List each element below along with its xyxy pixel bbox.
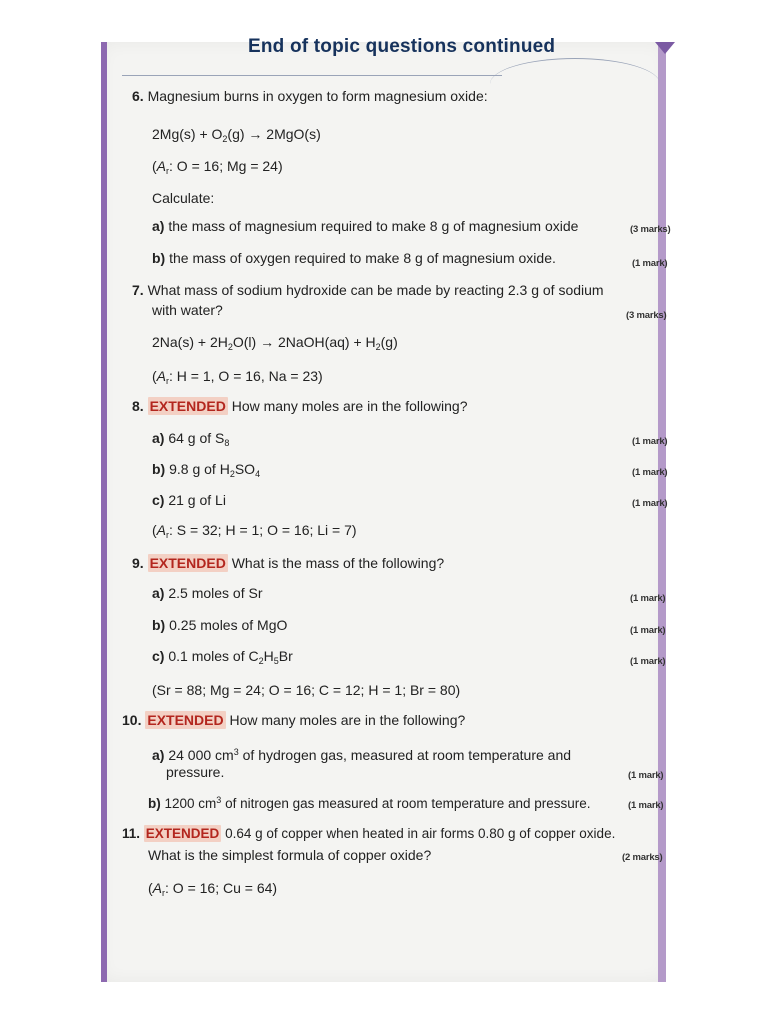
question-9: 9. EXTENDED What is the mass of the following? xyxy=(132,555,445,571)
page-edge-left xyxy=(101,42,107,982)
marks-8c: (1 mark) xyxy=(632,498,668,509)
equation-7: $2Na(s) + 2H_2O(l)$ → 2NaOH(aq) + $H_2(g)$ xyxy=(152,334,398,352)
page-edge-right xyxy=(658,42,666,982)
marks-8a: (1 mark) xyxy=(632,436,668,447)
question-10: 10. EXTENDED How many moles are in the following? xyxy=(122,712,466,728)
question-10b: b) 1200 $cm^3$ of nitrogen gas measured at room temperature and pressure. xyxy=(148,795,591,811)
marks-6b: (1 mark) xyxy=(632,258,668,269)
masses-9: (Sr = 88; Mg = 24; O = 16; C = 12; H = 1; Br = 80) xyxy=(152,682,461,698)
extended-badge: EXTENDED xyxy=(149,555,226,571)
masses-7: ($A_r$: H = 1, O = 16, Na = 23) xyxy=(152,368,323,386)
question-10a: a) 24 000 $cm^3$ of hydrogen gas, measured at room temperature and xyxy=(152,747,572,763)
question-11: 11. EXTENDED 0.64 g of copper when heated in air forms 0.80 g of copper oxide. xyxy=(122,826,616,841)
question-6: 6. Magnesium burns in oxygen to form magnesium oxide: xyxy=(132,88,488,104)
marks-9c: (1 mark) xyxy=(630,656,666,667)
marks-11: (2 marks) xyxy=(622,852,663,863)
masses-11: ($A_r$: O = 16; Cu = 64) xyxy=(148,880,278,898)
equation-6: $2Mg(s) + O_2(g) \to 2MgO(s)$ xyxy=(152,126,321,144)
marks-10a: (1 mark) xyxy=(628,770,664,781)
marks-6a: (3 marks) xyxy=(630,224,671,235)
marks-9a: (1 mark) xyxy=(630,593,666,604)
question-9a: a) 2.5 moles of Sr xyxy=(152,585,263,601)
question-8b: b) 9.8 g of $H_2SO_4$ xyxy=(152,461,261,479)
masses-8: ($A_r$: S = 32; H = 1; O = 16; Li = 7) xyxy=(152,522,357,540)
extended-badge: EXTENDED xyxy=(145,826,220,841)
question-10a-line2: pressure. xyxy=(166,764,225,780)
calculate-label: Calculate: xyxy=(152,190,215,206)
question-8a: a) 64 g of $S_8$ xyxy=(152,430,230,448)
marks-9b: (1 mark) xyxy=(630,625,666,636)
page-title: End of topic questions continued xyxy=(248,36,556,57)
corner-marker xyxy=(655,42,675,54)
question-9c: c) 0.1 moles of $C_2H_5Br$ xyxy=(152,648,293,666)
marks-8b: (1 mark) xyxy=(632,467,668,478)
question-7: 7. What mass of sodium hydroxide can be made by reacting 2.3 g of sodium xyxy=(132,282,604,298)
question-8: 8. EXTENDED How many moles are in the following? xyxy=(132,398,468,414)
question-7-line2: with water? xyxy=(152,302,223,318)
question-8c: c) 21 g of Li xyxy=(152,492,226,508)
extended-badge: EXTENDED xyxy=(149,398,226,414)
marks-7: (3 marks) xyxy=(626,310,667,321)
question-6a: a) the mass of magnesium required to make 8 g of magnesium oxide xyxy=(152,218,579,234)
masses-6: ($A_r$: O = 16; Mg = 24) xyxy=(152,158,283,176)
question-6b: b) the mass of oxygen required to make 8 g of magnesium oxide. xyxy=(152,250,556,266)
extended-badge: EXTENDED xyxy=(147,712,224,728)
question-11-line2: What is the simplest formula of copper oxide? xyxy=(148,847,432,863)
question-9b: b) 0.25 moles of MgO xyxy=(152,617,288,633)
marks-10b: (1 mark) xyxy=(628,800,664,811)
title-underline xyxy=(122,75,502,76)
